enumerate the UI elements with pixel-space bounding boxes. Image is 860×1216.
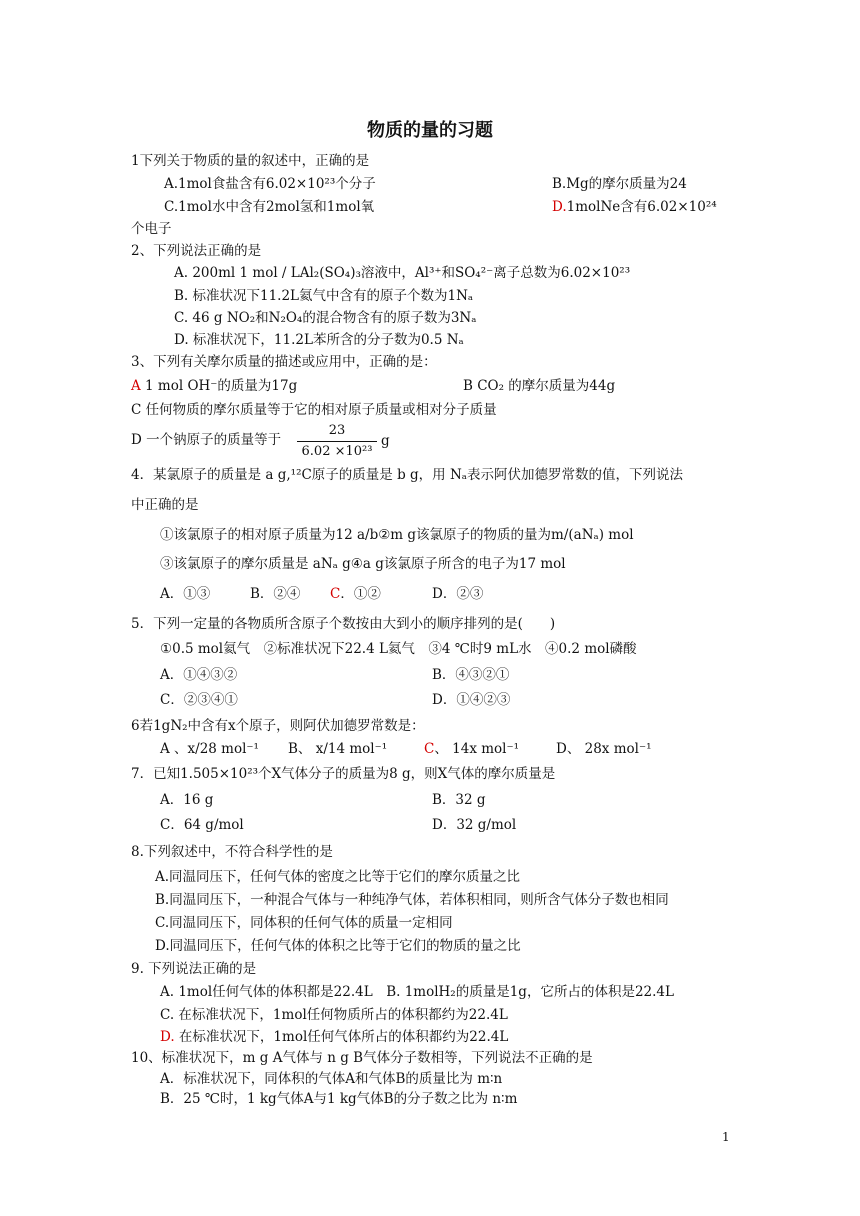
q2-option-d: D. 标准状况下，11.2L苯所含的分子数为0.5 Nₐ (174, 332, 464, 348)
q1-option-a: A.1mol食盐含有6.02×10²³个分子 (164, 176, 376, 192)
q8-option-b: B.同温同压下，一种混合气体与一种纯净气体，若体积相同，则所含气体分子数也相同 (155, 892, 669, 908)
q3-option-a (131, 377, 297, 395)
q6-option-d: D、 28x mol⁻¹ (556, 741, 652, 757)
q2-option-b: B. 标准状况下11.2L氦气中含有的原子个数为1Nₐ (174, 288, 474, 304)
q4-answer-mark: C (330, 586, 341, 602)
q3-fraction-unit: g (381, 433, 390, 449)
q6-option-c (424, 740, 519, 758)
q9-options-a-b: A. 1mol任何气体的体积都是22.4L B. 1molH₂的质量是1g，它所占的体积是22.4L (160, 984, 674, 1000)
q1-option-d (552, 198, 717, 216)
q6-stem: 6若1gN₂中含有x个原子，则阿伏加德罗常数是： (131, 718, 425, 734)
q6-option-a: A 、x/28 mol⁻¹ (160, 741, 259, 757)
q3-option-d: D 一个钠原子的质量等于 (131, 432, 282, 448)
fraction-bar (297, 441, 377, 442)
q4-stem-line2: 中正确的是 (131, 497, 199, 513)
q1-option-d-text: 1molNe含有6.02×10²⁴ (566, 199, 717, 215)
q2-option-c: C. 46 g NO₂和N₂O₄的混合物含有的原子数为3Nₐ (174, 310, 477, 326)
q6-option-b: B、 x/14 mol⁻¹ (288, 741, 388, 757)
q5-option-b: B．④③②① (432, 667, 510, 683)
q1-option-b: B.Mg的摩尔质量为24 (552, 176, 687, 192)
q9-stem: 9. 下列说法正确的是 (131, 961, 257, 977)
q8-stem: 8.下列叙述中，不符合科学性的是 (131, 844, 333, 860)
q3-option-c: C 任何物质的摩尔质量等于它的相对原子质量或相对分子质量 (131, 402, 497, 418)
page-number: 1 (722, 1130, 730, 1144)
q1-answer-mark: D. (552, 199, 567, 215)
q1-stem: 1下列关于物质的量的叙述中，正确的是 (131, 153, 370, 169)
q7-stem: 7．已知1.505×10²³个X气体分子的质量为8 g，则X气体的摩尔质量是 (131, 766, 556, 782)
q10-option-a: A．标准状况下，同体积的气体A和气体B的质量比为 m∶n (160, 1071, 503, 1087)
q7-option-a: A．16 g (160, 792, 214, 808)
q4-option-b: B．②④ (250, 586, 301, 602)
q9-option-d-text: 在标准状况下，1mol任何气体所占的体积都约为22.4L (174, 1029, 509, 1045)
q7-option-c: C．64 g/mol (160, 817, 244, 833)
page-title: 物质的量的习题 (367, 120, 493, 141)
q8-option-d: D.同温同压下，任何气体的体积之比等于它们的物质的量之比 (155, 938, 521, 954)
q4-statements-3-4: ③该氯原子的摩尔质量是 aNₐ g④a g该氯原子所含的电子为17 mol (160, 556, 566, 572)
q3-option-a-text: 1 mol OH⁻的质量为17g (140, 378, 298, 394)
q5-option-a: A．①④③② (160, 667, 238, 683)
q3-option-b: B CO₂ 的摩尔质量为44g (463, 378, 616, 394)
q10-stem: 10、标准状况下，m g A气体与 n g B气体分子数相等，下列说法不正确的是 (131, 1050, 593, 1066)
q8-option-a: A.同温同压下，任何气体的密度之比等于它们的摩尔质量之比 (155, 869, 521, 885)
q9-option-d (160, 1028, 508, 1046)
q4-option-a: A．①③ (160, 586, 211, 602)
q6-answer-mark: C (424, 741, 435, 757)
q8-option-c: C.同温同压下，同体积的任何气体的质量一定相同 (155, 915, 453, 931)
q4-option-d: D．②③ (432, 586, 484, 602)
q1-option-d-tail: 个电子 (131, 221, 172, 237)
q7-option-d: D．32 g/mol (432, 817, 517, 833)
q3-answer-mark: A (131, 378, 141, 394)
q4-statements-1-2: ①该氯原子的相对原子质量为12 a/b②m g该氯原子的物质的量为m/(aNₐ) mol (160, 527, 634, 543)
q3-fraction-numerator: 23 (328, 423, 346, 438)
q2-option-a: A. 200ml 1 mol / LAl₂(SO₄)₃溶液中，Al³⁺和SO₄²⁻离子总数为6.02×10²³ (174, 265, 631, 281)
q5-option-c: C．②③④① (160, 692, 238, 708)
q3-fraction-denominator: 6.02 ×10²³ (301, 444, 373, 459)
q4-option-c-text: ．①② (340, 586, 381, 602)
q3-fraction (297, 423, 377, 459)
q9-option-c: C. 在标准状况下，1mol任何物质所占的体积都约为22.4L (160, 1007, 508, 1023)
q10-option-b: B．25 ℃时，1 kg气体A与1 kg气体B的分子数之比为 n∶m (160, 1091, 518, 1107)
q5-items: ①0.5 mol氦气 ②标准状况下22.4 L氦气 ③4 ℃时9 mL水 ④0.2 mol磷酸 (160, 641, 637, 657)
q5-option-d: D．①④②③ (432, 692, 511, 708)
q4-stem-line1: 4．某氯原子的质量是 a g,¹²C原子的质量是 b g，用 Nₐ表示阿伏加德罗常数的值，下列说法 (131, 467, 683, 483)
q7-option-b: B．32 g (432, 792, 486, 808)
q9-answer-mark: D. (160, 1029, 175, 1045)
q2-stem: 2、下列说法正确的是 (131, 243, 262, 259)
q4-option-c (330, 585, 381, 603)
q3-stem: 3、下列有关摩尔质量的描述或应用中，正确的是： (131, 354, 437, 370)
q5-stem: 5．下列一定量的各物质所含原子个数按由大到小的顺序排列的是( ) (131, 616, 556, 632)
q1-option-c: C.1mol水中含有2mol氢和1mol氧 (164, 199, 375, 215)
q6-option-c-text: 、 14x mol⁻¹ (434, 741, 520, 757)
